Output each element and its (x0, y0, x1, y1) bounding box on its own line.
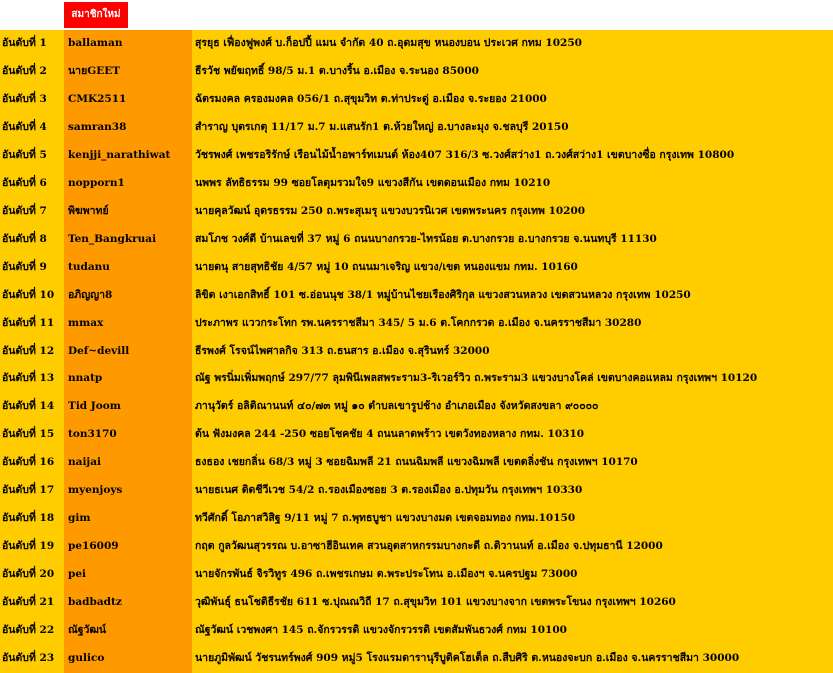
new-members-title: สมาชิกใหม่ (64, 2, 128, 28)
address-cell: กฤต กูลวัฒนสุวรรณ บ.อาซาฮีอินเทค สวนอุตสาหกรรมบางกะดี ถ.ติวานนท์ อ.เมือง จ.ปทุมธานี 12000 (195, 540, 663, 553)
table-row (0, 114, 833, 142)
username-cell: อภิญญา8 (68, 288, 113, 301)
address-cell: วัชรพงศ์ เพชรอริรักษ์ เรือนไม้น้ำอพาร์ทเมนต์ ห้อง407 316/3 ซ.วงศ์สว่าง1 ถ.วงศ์สว่าง1 เขตบางซื่อ กรุงเทพ 10800 (195, 148, 735, 161)
table-row (0, 617, 833, 645)
username-cell: ton3170 (68, 428, 117, 441)
address-cell: ต้น ฟังมงคล 244 -250 ซอยโชคชัย 4 ถนนลาดพร้าว เขตวังทองหลาง กทม. 10310 (195, 428, 585, 441)
username-cell: Tid Joom (68, 400, 121, 413)
table-row (0, 393, 833, 421)
rank-cell: อันดับที่ 10 (2, 288, 55, 301)
address-cell: สำราญ บุตรเกตุ 11/17 ม.7 ม.แสนรัก1 ต.ห้วยใหญ่ อ.บางละมุง จ.ชลบุรี 20150 (195, 120, 569, 133)
table-row (0, 282, 833, 310)
rank-cell: อันดับที่ 6 (2, 176, 47, 189)
table-row (0, 86, 833, 114)
rank-cell: อันดับที่ 12 (2, 344, 55, 357)
username-cell: myenjoys (68, 484, 123, 497)
rank-cell: อันดับที่ 22 (2, 624, 55, 637)
address-cell: ธีรวัช พยัฆฤทธิ์ 98/5 ม.1 ต.บางริ้น อ.เมือง จ.ระนอง 85000 (195, 64, 479, 77)
header-row (0, 0, 833, 30)
rank-cell: อันดับที่ 5 (2, 148, 47, 161)
table-row (0, 505, 833, 533)
table-row (0, 254, 833, 282)
table-row (0, 365, 833, 393)
address-cell: ณัฐ พรนิ่มเพิ่มพฤกษ์ 297/77 ลุมพินีเพลสพระราม3-ริเวอร์วิว ถ.พระราม3 แขวงบางโคล่ เขตบางคอแหลม กรุงเทพฯ 10120 (195, 372, 758, 385)
rank-cell: อันดับที่ 18 (2, 512, 55, 525)
table-row (0, 449, 833, 477)
table-row (0, 170, 833, 198)
rank-cell: อันดับที่ 19 (2, 540, 55, 553)
address-cell: ธงธอง เชยกลิ่น 68/3 หมู่ 3 ซอยฉิมพลี 21 ถนนฉิมพลี แขวงฉิมพลี เขตตลิ่งชัน กรุงเทพฯ 10170 (195, 456, 638, 469)
rank-cell: อันดับที่ 11 (2, 316, 55, 329)
username-cell: pe16009 (68, 540, 119, 553)
address-cell: ธีรพงศ์ โรจน์ไพศาลกิจ 313 ถ.ธนสาร อ.เมือง จ.สุรินทร์ 32000 (195, 344, 490, 357)
table-row (0, 589, 833, 617)
rank-cell: อันดับที่ 8 (2, 232, 47, 245)
username-cell: kenjji_narathiwat (68, 148, 171, 161)
table-row (0, 30, 833, 58)
username-cell: ณัฐวัฒน์ (68, 624, 107, 637)
rank-cell: อันดับที่ 17 (2, 484, 55, 497)
table-row (0, 198, 833, 226)
username-cell: samran38 (68, 120, 127, 133)
username-cell: นายGEET (68, 64, 121, 77)
rank-cell: อันดับที่ 3 (2, 92, 47, 105)
username-cell: Def~devill (68, 344, 130, 357)
address-cell: ฉัตรมงคล ครองมงคล 056/1 ถ.สุขุมวิท ต.ท่าประดู่ อ.เมือง จ.ระยอง 21000 (195, 92, 547, 105)
table-row (0, 226, 833, 254)
rank-cell: อันดับที่ 20 (2, 568, 55, 581)
address-cell: สมโภช วงศ์ดี บ้านเลขที่ 37 หมู่ 6 ถนนบางกรวย-ไทรน้อย ต.บางกรวย อ.บางกรวย จ.นนทบุรี 11130 (195, 232, 657, 245)
username-cell: gim (68, 512, 91, 525)
username-cell: nnatp (68, 372, 103, 385)
username-cell: tudanu (68, 260, 110, 273)
rank-cell: อันดับที่ 13 (2, 372, 55, 385)
table-row (0, 58, 833, 86)
table-row (0, 645, 833, 673)
table-row (0, 561, 833, 589)
username-cell: ballaman (68, 37, 123, 49)
rank-cell: อันดับที่ 9 (2, 260, 47, 273)
rank-cell: อันดับที่ 4 (2, 120, 47, 133)
username-cell: gulico (68, 652, 105, 665)
username-cell: nopporn1 (68, 176, 125, 189)
rank-cell: อันดับที่ 14 (2, 400, 55, 413)
table-row (0, 142, 833, 170)
rank-cell: อันดับที่ 15 (2, 428, 55, 441)
address-cell: นายดนุ สายสุทธิชัย 4/57 หมู่ 10 ถนนมาเจริญ แขวง/เขต หนองแขม กทม. 10160 (195, 260, 578, 273)
rank-cell: อันดับที่ 7 (2, 204, 47, 217)
table-row (0, 338, 833, 366)
rank-cell: อันดับที่ 21 (2, 596, 55, 609)
address-cell: นายคุลวัฒน์ อุดรธรรม 250 ถ.พระสุเมรุ แขวงบวรนิเวศ เขตพระนคร กรุงเทพ 10200 (195, 204, 586, 217)
rank-cell: อันดับที่ 1 (2, 37, 47, 49)
address-cell: ลิขิต เงาเอกสิทธิ์ 101 ซ.อ่อนนุช 38/1 หมู่บ้านไชยเรืองศิริกุล แขวงสวนหลวง เขตสวนหลวง กรุงเทพ 10250 (195, 288, 691, 301)
address-cell: ณัฐวัฒน์ เวชพงศา 145 ถ.จักรวรรดิ แขวงจักรวรรดิ เขตสัมพันธวงศ์ กทม 10100 (195, 624, 567, 637)
address-cell: สุรยุธ เฟื่องฟูพงศ์ บ.ก็อปปี้ แมน จำกัด 40 ถ.อุดมสุข หนองบอน ประเวศ กทม 10250 (195, 37, 582, 49)
address-cell: ประภาพร แววกระโทก รพ.นครราชสีมา 345/ 5 ม.6 ต.โคกกรวด อ.เมือง จ.นครราชสีมา 30280 (195, 316, 642, 329)
username-cell: CMK2511 (68, 92, 127, 105)
address-cell: วุฒิพันธุ์ ธนโชติธีรชัย 611 ซ.ปุณณวิถี 17 ถ.สุขุมวิท 101 แขวงบางจาก เขตพระโขนง กรุงเทพฯ 10260 (195, 596, 676, 609)
table-row (0, 310, 833, 338)
username-cell: badbadtz (68, 596, 122, 609)
address-cell: นายธเนศ ติดชีวีเวช 54/2 ถ.รองเมืองซอย 3 ต.รองเมือง อ.ปทุมวัน กรุงเทพฯ 10330 (195, 484, 583, 497)
address-cell: นายภูมิพัฒน์ วัชรนทร์พงศ์ 909 หมู่5 โรงแรมดารานุรีบูติคโฮเต็ล ถ.สืบศิริ ต.หนองจะบก อ.เมือง จ.นครราชสีมา 30000 (195, 652, 740, 665)
username-cell: pei (68, 568, 87, 581)
rank-cell: อันดับที่ 16 (2, 456, 55, 469)
table-row (0, 533, 833, 561)
username-cell: Ten_Bangkruai (68, 232, 157, 245)
username-cell: พิฆพาทย์ (68, 204, 109, 217)
table-row (0, 421, 833, 449)
username-cell: mmax (68, 316, 104, 329)
address-cell: ทวีศักดิ์ โอภาสวิสิฐ 9/11 หมู่ 7 ถ.พุทธบูชา แขวงบางมด เขตจอมทอง กทม.10150 (195, 512, 576, 525)
address-cell: นพพร ลัทธิธรรม 99 ซอยโลตุมรวมใจ9 แขวงสีกัน เขตดอนเมือง กทม 10210 (195, 176, 551, 189)
rank-cell: อันดับที่ 2 (2, 64, 47, 77)
address-cell: นายจักรพันธ์ จิรวิทูร 496 ถ.เพชรเกษม ต.พระประโทน อ.เมืองฯ จ.นครปฐม 73000 (195, 568, 578, 581)
address-cell: ภานุวัตร์ อลิติณานนท์ ๔๐/๗๓ หมู่ ๑๐ ตำบลเขารูปช้าง อำเภอเมือง จังหวัดสงขลา ๙๐๐๐๐ (195, 400, 599, 413)
members-table (0, 30, 833, 673)
username-cell: naijai (68, 456, 102, 469)
table-row (0, 477, 833, 505)
rank-cell: อันดับที่ 23 (2, 652, 55, 665)
